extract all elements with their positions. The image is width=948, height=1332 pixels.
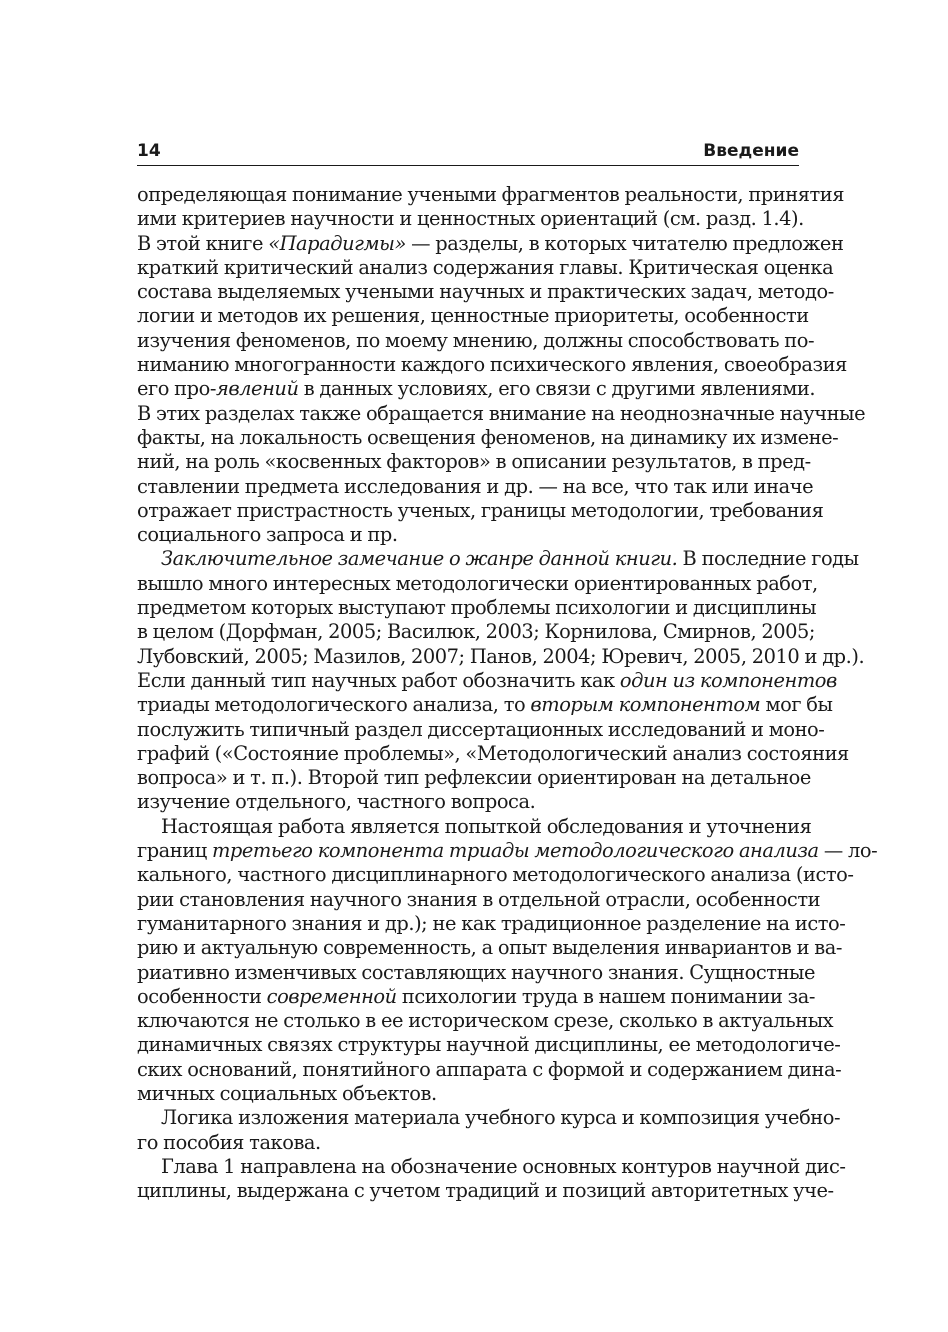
paragraph (137, 1106, 841, 1155)
text-line: факты, на локальность освещения феноменов, на динамику их измене- (137, 425, 839, 449)
body-text (137, 183, 878, 1203)
text-line: ских оснований, понятийного аппарата с формой и содержанием дина- (137, 1057, 842, 1081)
italic-term: Заключительное замечание о жанре данной книги. (161, 547, 678, 571)
text-line: краткий критический анализ содержания главы. Критическая оценка (137, 255, 834, 279)
text-line: графий («Состояние проблемы», «Методологический анализ состояния (137, 741, 849, 765)
text-line: социального запроса и пр. (137, 523, 398, 547)
italic-term: явлений (215, 377, 299, 401)
paragraph (137, 1154, 846, 1204)
text-line: ими критериев научности и ценностных ориентаций (см. разд. 1.4). (137, 207, 804, 231)
text-line: В этих разделах также обращается внимание на неоднозначные научные (137, 401, 866, 425)
text-line: изучения феноменов, по моему мнению, должны способствовать по- (137, 328, 815, 352)
text-line: Заключительное замечание о жанре данной книги. В последние годы (161, 547, 859, 571)
text-line: особенности современной психологии труда в нашем понимании за- (137, 984, 816, 1008)
text-line: логии и методов их решения, ценностные приоритеты, особенности (137, 304, 809, 328)
text-line: определяющая понимание учеными фрагментов реальности, принятия (137, 183, 845, 206)
text-line: ключаются не столько в ее историческом срезе, сколько в актуальных (137, 1009, 834, 1033)
text-line: послужить типичный раздел диссертационных исследований и моно- (137, 717, 825, 741)
text-line: Если данный тип научных работ обозначить как один из компонентов (137, 668, 837, 692)
text-line: ниманию многогранности каждого психического явления, своеобразия (137, 353, 847, 377)
text-line: Настоящая работа является попыткой обследования и уточнения (161, 814, 812, 838)
text-line: триады методологического анализа, то вторым компонентом мог бы (137, 693, 833, 717)
text-line: границ третьего компонента триады методологического анализа — ло- (137, 839, 878, 863)
text-line: Логика изложения материала учебного курса и композиция учебно- (161, 1106, 841, 1130)
text-line: гуманитарного знания и др.); не как традиционное разделение на исто- (137, 911, 846, 935)
paragraph (137, 547, 865, 814)
text-line: предметом которых выступают проблемы психологии и дисциплины (137, 596, 817, 620)
running-header (137, 140, 799, 166)
italic-term: вторым компонентом (530, 693, 761, 717)
italic-term: третьего компонента триады методологического анализа (211, 839, 819, 863)
text-line: изучение отдельного, частного вопроса. (137, 790, 536, 814)
text-line: вопроса» и т. п.). Второй тип рефлексии ориентирован на детальное (137, 766, 811, 790)
paragraph (137, 183, 866, 547)
text-line: Глава 1 направлена на обозначение основных контуров научной дис- (161, 1154, 846, 1178)
text-line: риативно изменчивых составляющих научного знания. Сущностные (137, 960, 816, 984)
text-line: го пособия такова. (137, 1130, 321, 1154)
text-line: в целом (Дорфман, 2005; Василюк, 2003; Корнилова, Смирнов, 2005; (137, 620, 815, 644)
italic-term: один из компонентов (619, 668, 837, 692)
text-line: отражает пристрастность ученых, границы методологии, требования (137, 498, 824, 522)
text-line: вышло много интересных методологически ориентированных работ, (137, 571, 818, 595)
text-line: В этой книге «Парадигмы» — разделы, в которых читателю предложен (137, 231, 844, 255)
italic-term: современной (266, 984, 397, 1008)
text-line: Лубовский, 2005; Мазилов, 2007; Панов, 2004; Юревич, 2005, 2010 и др.). (137, 644, 865, 668)
text-line: ставлении предмета исследования и др. — на все, что так или иначе (137, 474, 814, 498)
italic-term: «Парадигмы» (268, 231, 406, 255)
paragraph (137, 814, 878, 1107)
text-line: динамичных связях структуры научной дисциплины, ее методологиче- (137, 1033, 841, 1057)
text-line: состава выделяемых учеными научных и практических задач, методо- (137, 280, 834, 304)
text-line: рию и актуальную современность, а опыт выделения инвариантов и ва- (137, 936, 842, 960)
text-line: мичных социальных объектов. (137, 1081, 437, 1105)
text-line: его про-явлений в данных условиях, его связи с другими явлениями. (137, 377, 816, 401)
text-line: кального, частного дисциплинарного методологического анализа (исто- (137, 863, 854, 887)
section-title: Введение (703, 141, 799, 161)
book-page (137, 140, 878, 1203)
page-number: 14 (137, 141, 161, 161)
text-line: рии становления научного знания в отдельной отрасли, особенности (137, 887, 821, 911)
text-line: циплины, выдержана с учетом традиций и позиций авторитетных уче- (137, 1179, 834, 1203)
text-line: ний, на роль «косвенных факторов» в описании результатов, в пред- (137, 450, 811, 474)
